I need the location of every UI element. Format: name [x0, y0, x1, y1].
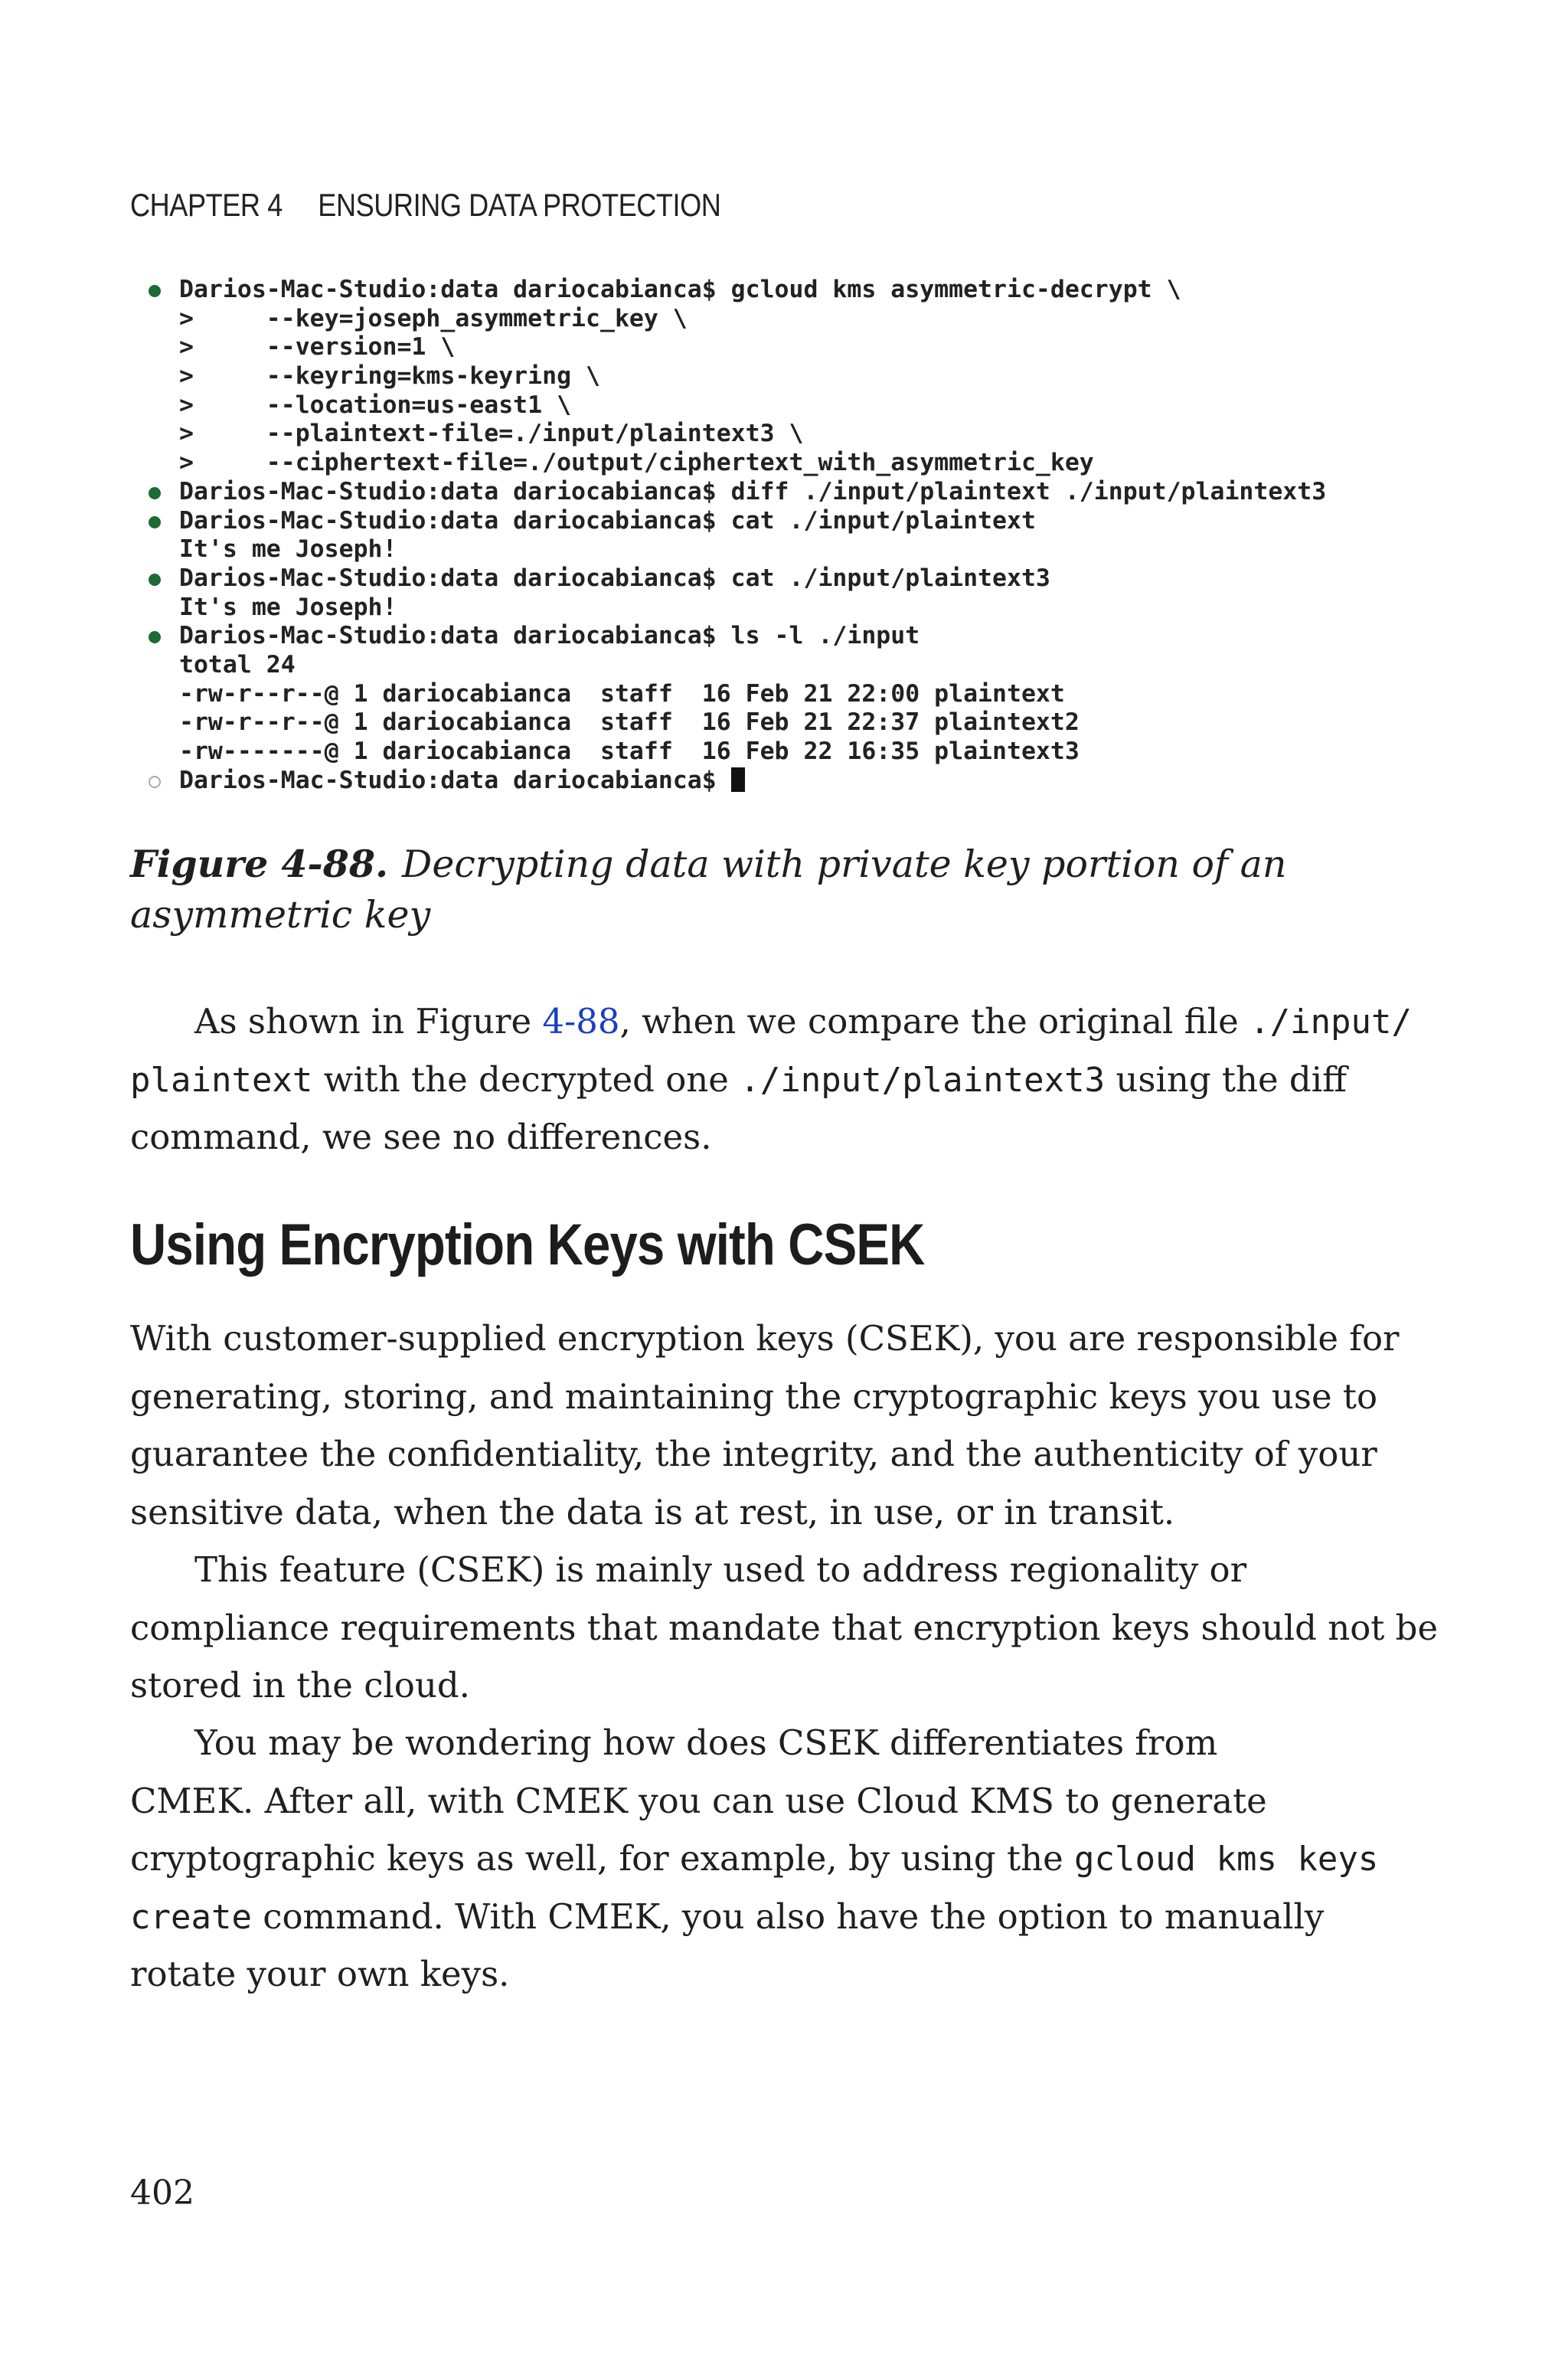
- terminal-line: [145, 680, 1401, 709]
- paragraph-line: guarantee the confidentiality, the integrity, and the authenticity of your: [130, 1434, 1377, 1474]
- terminal-line: [145, 767, 1401, 796]
- prompt-status-dot-icon: [149, 487, 161, 499]
- terminal-line: [145, 708, 1401, 738]
- terminal-text: > --key=joseph_asymmetric_key \: [179, 304, 688, 332]
- paragraph-figure-reference: [130, 993, 1416, 1166]
- figure-label: Figure 4-88.: [130, 842, 389, 886]
- prompt-status-dot-icon: [149, 631, 161, 643]
- terminal-text: -rw-------@ 1 dariocabianca staff 16 Feb 22 16:35 plaintext3: [179, 738, 1080, 765]
- terminal-line: [145, 651, 1401, 680]
- inline-code: ./input/: [1250, 1003, 1413, 1042]
- prompt-status-dot-icon: [149, 285, 161, 297]
- terminal-line: [145, 622, 1401, 651]
- terminal-line: [145, 535, 1401, 564]
- terminal-text: It's me Joseph!: [179, 593, 397, 621]
- figure-link[interactable]: 4-88: [542, 1001, 620, 1042]
- text-run: As shown in Figure: [194, 1001, 543, 1042]
- figure-caption-text-1: Decrypting data with private key portion of an: [402, 842, 1287, 886]
- section-heading: Using Encryption Keys with CSEK: [130, 1212, 925, 1277]
- terminal-line: [145, 449, 1401, 478]
- terminal-line: [145, 594, 1401, 623]
- inline-code: plaintext: [130, 1060, 313, 1100]
- terminal-text: -rw-r--r--@ 1 dariocabianca staff 16 Feb 21 22:37 plaintext2: [179, 708, 1080, 737]
- paragraph-csek-usage: [130, 1541, 1439, 1715]
- terminal-line: [145, 507, 1401, 536]
- terminal-text: Darios-Mac-Studio:data dariocabianca$ ls -l ./input: [179, 622, 920, 650]
- prompt-status-dot-icon: [149, 574, 161, 586]
- paragraph-line: stored in the cloud.: [130, 1665, 470, 1706]
- text-run: command. With CMEK, you also have the option to manually: [251, 1896, 1325, 1937]
- terminal-text: > --ciphertext-file=./output/ciphertext_with_asymmetric_key: [179, 449, 1094, 477]
- text-run: with the decrypted one: [312, 1058, 740, 1100]
- paragraph-line: sensitive data, when the data is at rest, in use, or in transit.: [130, 1491, 1175, 1532]
- inline-code: create: [130, 1897, 252, 1937]
- paragraph-line: [130, 1830, 1416, 1888]
- paragraph-line: [130, 1888, 1416, 1946]
- figure-caption: [130, 839, 1432, 940]
- terminal-text: total 24: [179, 650, 296, 679]
- paragraph-csek-intro: [130, 1310, 1416, 1541]
- terminal-line: [145, 333, 1401, 362]
- terminal-screenshot: [145, 276, 1401, 795]
- terminal-line: [145, 276, 1401, 305]
- terminal-line: [145, 362, 1401, 391]
- terminal-text: > --location=us-east1 \: [179, 391, 572, 419]
- terminal-text: It's me Joseph!: [179, 535, 397, 564]
- terminal-text: Darios-Mac-Studio:data dariocabianca$ cat ./input/plaintext: [179, 506, 1036, 535]
- prompt-status-dot-icon: [149, 516, 161, 528]
- paragraph-csek-vs-cmek: [130, 1714, 1416, 2003]
- paragraph-line: This feature (CSEK) is mainly used to address regionality or: [194, 1549, 1247, 1590]
- paragraph-line: command, we see no differences.: [130, 1117, 712, 1157]
- chapter-number: CHAPTER 4: [130, 187, 283, 223]
- paragraph-line: generating, storing, and maintaining the cryptographic keys you use to: [130, 1375, 1378, 1417]
- terminal-line: [145, 420, 1401, 449]
- paragraph-line: You may be wondering how does CSEK differentiates from: [194, 1722, 1218, 1763]
- paragraph-line: [130, 1051, 1416, 1109]
- text-run: using the diff: [1105, 1058, 1348, 1100]
- paragraph-line: With customer-supplied encryption keys (CSEK), you are responsible for: [130, 1318, 1400, 1359]
- terminal-text: > --keyring=kms-keyring \: [179, 362, 600, 391]
- terminal-line: [145, 564, 1401, 594]
- figure-caption-text-2: asymmetric key: [130, 893, 431, 937]
- inline-code: gcloud kms keys: [1074, 1840, 1379, 1879]
- terminal-line: [145, 391, 1401, 420]
- prompt-pending-dot-icon: [149, 776, 161, 788]
- paragraph-line: [130, 993, 1416, 1051]
- chapter-title: ENSURING DATA PROTECTION: [318, 187, 721, 223]
- terminal-line: [145, 305, 1401, 334]
- terminal-cursor: [731, 767, 745, 792]
- terminal-text: Darios-Mac-Studio:data dariocabianca$: [179, 766, 731, 794]
- terminal-text: Darios-Mac-Studio:data dariocabianca$ cat ./input/plaintext3: [179, 564, 1050, 592]
- running-head: [130, 187, 720, 224]
- inline-code: ./input/plaintext3: [740, 1060, 1106, 1100]
- terminal-line: [145, 478, 1401, 507]
- terminal-text: > --version=1 \: [179, 333, 456, 361]
- paragraph-line: compliance requirements that mandate that encryption keys should not be: [130, 1607, 1439, 1648]
- terminal-text: Darios-Mac-Studio:data dariocabianca$ gcloud kms asymmetric-decrypt \: [179, 276, 1181, 303]
- paragraph-line: CMEK. After all, with CMEK you can use Cloud KMS to generate: [130, 1780, 1267, 1821]
- terminal-text: -rw-r--r--@ 1 dariocabianca staff 16 Feb 21 22:00 plaintext: [179, 679, 1065, 708]
- terminal-line: [145, 738, 1401, 767]
- terminal-text: > --plaintext-file=./input/plaintext3 \: [179, 420, 804, 448]
- text-run: , when we compare the original file: [619, 1001, 1250, 1042]
- terminal-text: Darios-Mac-Studio:data dariocabianca$ diff ./input/plaintext ./input/plaintext3: [179, 477, 1327, 505]
- text-run: cryptographic keys as well, for example, by using the: [130, 1838, 1075, 1879]
- paragraph-line: rotate your own keys.: [130, 1954, 510, 1994]
- page-number: 402: [130, 2174, 194, 2213]
